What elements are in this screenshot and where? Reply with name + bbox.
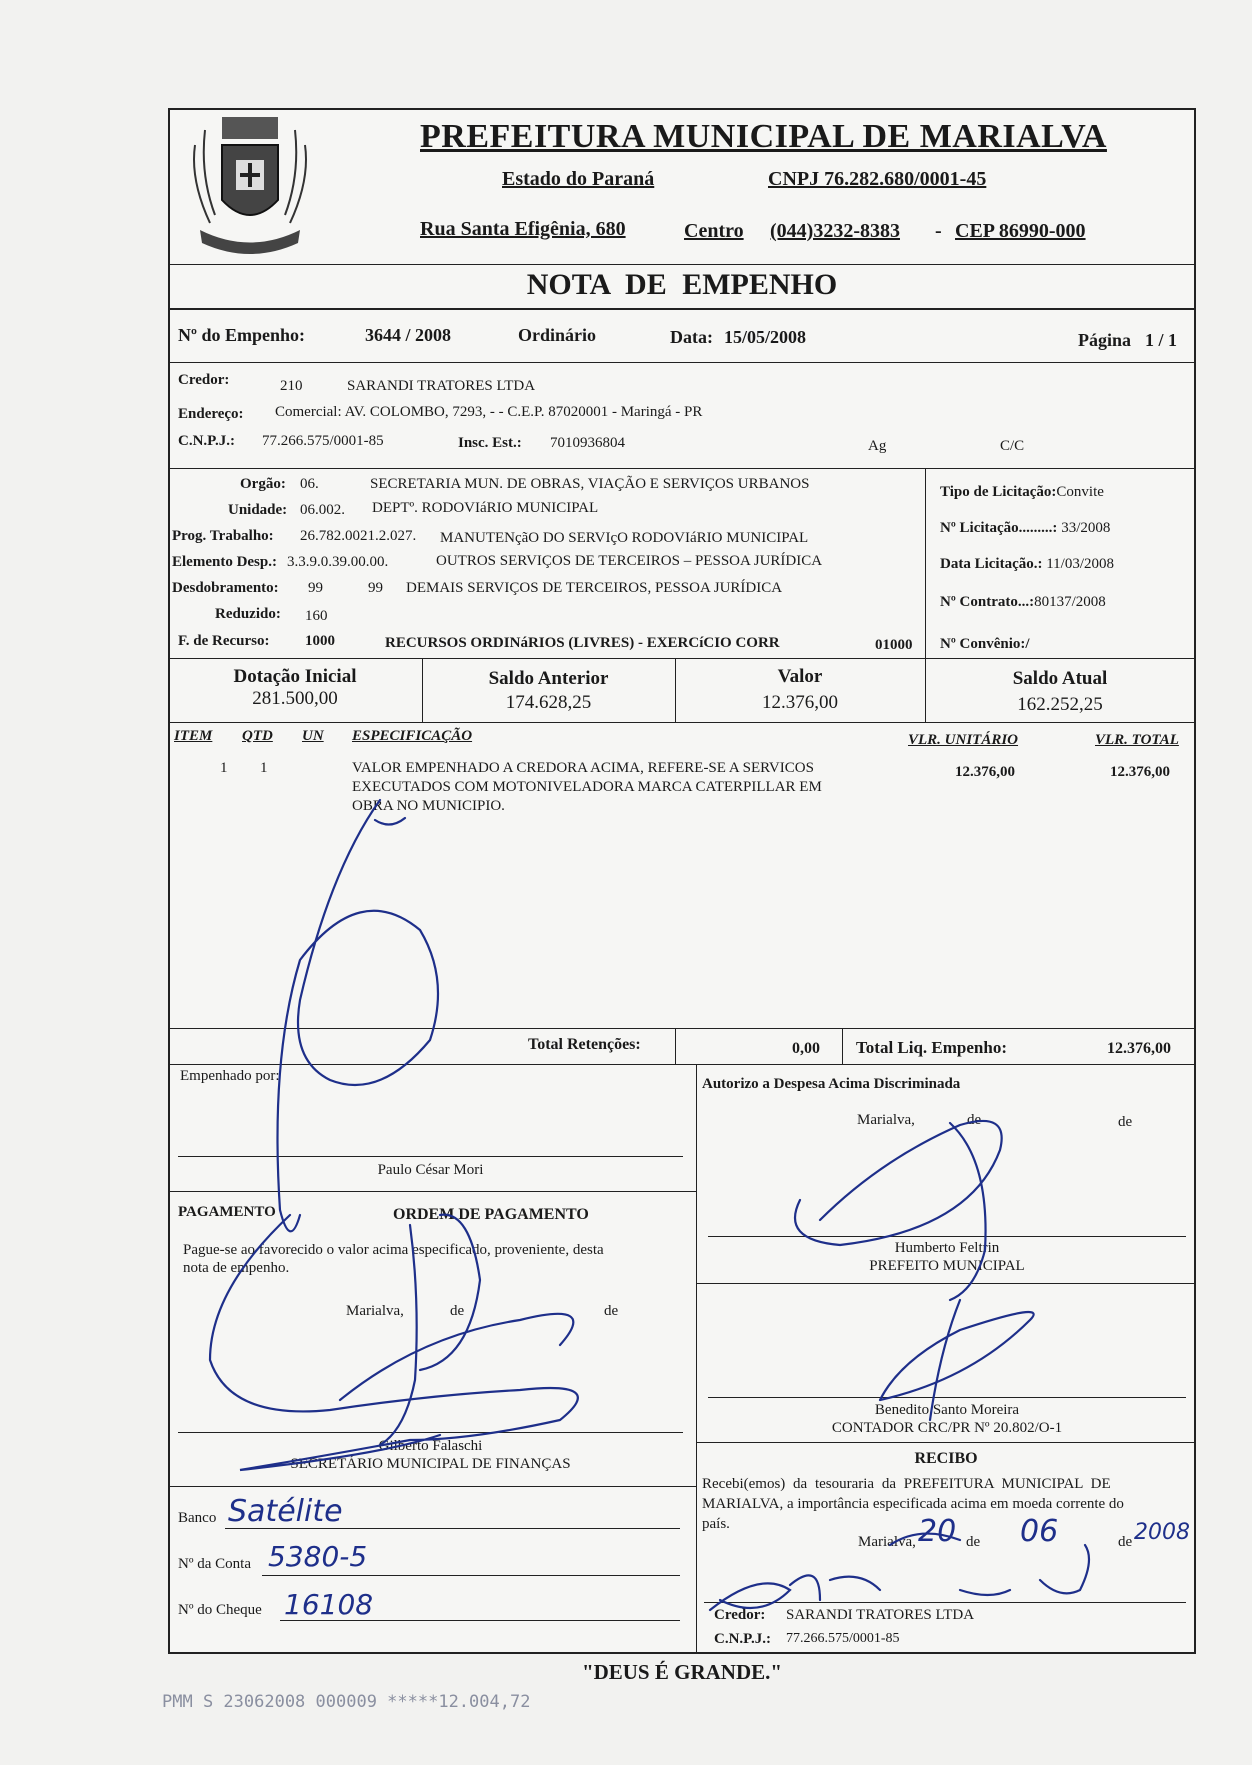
endereco-label: Endereço: — [178, 406, 244, 422]
autorizo-city: Marialva, — [857, 1112, 915, 1128]
document-title: NOTA DE EMPENHO — [526, 268, 838, 301]
saldo-atual-value: 162.252,25 — [1017, 694, 1103, 715]
recibo-year: 2008 — [1134, 1520, 1190, 1545]
empenho-date-label: Data: — [670, 327, 713, 347]
pagamento-text-line-1: Pague-se ao favorecido o valor acima especificado, proveniente, desta — [183, 1242, 604, 1258]
empenhado-name: Paulo César Mori — [377, 1162, 484, 1178]
item-vlr-unitario: 12.376,00 — [955, 764, 1015, 780]
items-col-item: ITEM — [174, 728, 213, 744]
empenho-number: 3644 / 2008 — [365, 325, 452, 345]
secretario-name: Gilberto Falaschi — [378, 1438, 483, 1454]
reduzido-label: Reduzido: — [215, 606, 281, 622]
pagamento-label: PAGAMENTO — [178, 1204, 276, 1220]
licitacao-number-label: Nº Licitação.........: — [940, 520, 1058, 536]
total-liq-value: 12.376,00 — [1107, 1040, 1171, 1057]
header-phone: (044)3232-8383 — [770, 220, 900, 242]
saldo-atual-label: Saldo Atual — [1012, 668, 1108, 689]
insc-value: 7010936804 — [550, 435, 625, 451]
item-desc-line-2: EXECUTADOS COM MOTONIVELADORA MARCA CATERPILLAR EM — [352, 779, 822, 795]
header-centro: Centro — [684, 220, 744, 242]
pagamento-de-2: de — [604, 1303, 619, 1319]
item-qty: 1 — [260, 760, 268, 776]
pagamento-de-1: de — [450, 1303, 465, 1319]
secretario-title: SECRETÁRIO MUNICIPAL DE FINANÇAS — [290, 1456, 571, 1472]
recibo-credor-label: Credor: — [714, 1607, 766, 1623]
recibo-credor: SARANDI TRATORES LTDA — [786, 1607, 975, 1623]
cheque-value: 16108 — [284, 1588, 374, 1621]
fonte-code-2: 01000 — [875, 637, 913, 653]
elemento-code: 3.3.9.0.39.00.00. — [287, 554, 389, 570]
dotacao-inicial-label: Dotação Inicial — [233, 666, 357, 687]
licitacao-type-label: Tipo de Licitação: — [940, 484, 1057, 500]
fonte-label: F. de Recurso: — [178, 633, 270, 649]
ordem-pagamento-label: ORDEM DE PAGAMENTO — [393, 1206, 589, 1223]
unidade-name: DEPTº. RODOVIáRIO MUNICIPAL — [372, 500, 599, 516]
prog-label: Prog. Trabalho: — [172, 528, 274, 544]
item-desc-line-1: VALOR EMPENHADO A CREDORA ACIMA, REFERE-SE A SERVICOS — [352, 760, 814, 776]
cc-label: C/C — [1000, 438, 1025, 454]
footer-motto: "DEUS É GRANDE." — [581, 1660, 783, 1684]
autorizo-label: Autorizo a Despesa Acima Discriminada — [702, 1076, 961, 1092]
saldo-anterior-label: Saldo Anterior — [488, 668, 609, 689]
banco-label: Banco — [178, 1510, 217, 1526]
items-col-qtd: QTD — [242, 728, 273, 744]
saldo-anterior-value: 174.628,25 — [505, 692, 592, 713]
reduzido-value: 160 — [305, 608, 328, 624]
header-separator: - — [935, 220, 942, 242]
header-street: Rua Santa Efigênia, 680 — [420, 218, 626, 240]
contrato — [940, 594, 1106, 611]
fonte-name: RECURSOS ORDINáRIOS (LIVRES) - EXERCíCIO CORR — [385, 635, 780, 651]
coat-of-arms-logo — [180, 105, 320, 260]
total-retencoes-value: 0,00 — [792, 1040, 820, 1057]
ag-label: Ag — [868, 438, 887, 454]
recibo-city: Marialva, — [858, 1534, 916, 1550]
credor-cnpj: 77.266.575/0001-85 — [262, 433, 384, 449]
recibo-text-line-3: país. — [702, 1516, 730, 1532]
contador-title: CONTADOR CRC/PR Nº 20.802/O-1 — [831, 1420, 1063, 1436]
orgao-label: Orgão: — [240, 476, 286, 492]
unidade-code: 06.002. — [300, 502, 345, 518]
header-state: Estado do Paraná — [502, 168, 655, 190]
empenhado-label: Empenhado por: — [180, 1068, 280, 1084]
page-number: 1 / 1 — [1145, 330, 1178, 350]
recibo-cnpj: 77.266.575/0001-85 — [786, 1631, 900, 1646]
empenho-date: 15/05/2008 — [724, 327, 807, 347]
valor-value: 12.376,00 — [762, 692, 838, 713]
recibo-day: 20 — [918, 1514, 957, 1549]
total-retencoes-label: Total Retenções: — [528, 1036, 641, 1053]
items-col-especificacao: ESPECIFICAÇÃO — [352, 728, 473, 744]
conta-label: Nº da Conta — [178, 1556, 251, 1572]
elemento-name: OUTROS SERVIÇOS DE TERCEIROS – PESSOA JURÍDICA — [436, 553, 823, 569]
orgao-name: SECRETARIA MUN. DE OBRAS, VIAÇÃO E SERVIÇOS URBANOS — [370, 476, 810, 492]
recibo-de-1: de — [966, 1534, 981, 1550]
page-label: Página — [1078, 330, 1132, 350]
empenho-type: Ordinário — [518, 325, 597, 345]
recibo-text-line-1: Recebi(emos) da tesouraria da PREFEITURA MUNICIPAL DE — [702, 1476, 1111, 1492]
pagamento-city: Marialva, — [346, 1303, 404, 1319]
endereco-value: Comercial: AV. COLOMBO, 7293, - - C.E.P. 87020001 - Maringá - PR — [275, 404, 703, 420]
prog-name: MANUTENçãO DO SERVIçO RODOVIáRIO MUNICIPAL — [440, 530, 809, 546]
dotacao-inicial-value: 281.500,00 — [252, 688, 338, 709]
insc-label: Insc. Est.: — [458, 435, 522, 451]
credor-code: 210 — [280, 378, 303, 394]
licitacao-date-value: 11/03/2008 — [1046, 556, 1115, 572]
autorizo-de-2: de — [1118, 1114, 1133, 1130]
item-number: 1 — [220, 760, 228, 776]
desdobramento-name: DEMAIS SERVIÇOS DE TERCEIROS, PESSOA JURÍDICA — [406, 580, 783, 596]
header-cep: CEP 86990-000 — [955, 220, 1086, 242]
header-cnpj: CNPJ 76.282.680/0001-45 — [768, 168, 987, 190]
pagamento-text-line-2: nota de empenho. — [183, 1260, 290, 1276]
items-col-vlr-unitario: VLR. UNITÁRIO — [908, 732, 1019, 748]
header-title: PREFEITURA MUNICIPAL DE MARIALVA — [420, 118, 1107, 155]
banco-value: Satélite — [228, 1494, 343, 1529]
item-desc-line-3: OBRA NO MUNICIPIO. — [352, 798, 505, 814]
orgao-code: 06. — [300, 476, 319, 492]
credor-cnpj-label: C.N.P.J.: — [178, 433, 235, 449]
empenho-number-label: Nº do Empenho: — [178, 325, 305, 345]
convenio-label: Nº Convênio:/ — [940, 636, 1030, 652]
contrato-value: 80137/2008 — [1034, 594, 1106, 610]
licitacao-number — [940, 520, 1110, 537]
footer-stamp: PMM S 23062008 000009 *****12.004,72 — [162, 1692, 531, 1712]
recibo-cnpj-label: C.N.P.J.: — [714, 1631, 771, 1647]
item-vlr-total: 12.376,00 — [1110, 764, 1170, 780]
desdobramento-code-1: 99 — [308, 580, 323, 596]
prefeito-title: PREFEITO MUNICIPAL — [869, 1258, 1025, 1274]
recibo-de-2: de — [1118, 1534, 1133, 1550]
recibo-month: 06 — [1020, 1514, 1059, 1549]
licitacao-type-value: Convite — [1056, 484, 1104, 500]
valor-label: Valor — [777, 666, 823, 687]
prefeito-name: Humberto Feltrin — [894, 1240, 1000, 1256]
licitacao-number-value: 33/2008 — [1061, 520, 1111, 536]
autorizo-de-1: de — [967, 1112, 982, 1128]
conta-value: 5380-5 — [268, 1540, 368, 1573]
cheque-label: Nº do Cheque — [178, 1602, 262, 1618]
elemento-label: Elemento Desp.: — [172, 554, 277, 570]
licitacao-date — [940, 556, 1114, 573]
licitacao-date-label: Data Licitação.: — [940, 556, 1043, 572]
items-col-vlr-total: VLR. TOTAL — [1095, 732, 1179, 748]
recibo-title: RECIBO — [914, 1450, 978, 1467]
contrato-label: Nº Contrato...: — [940, 594, 1035, 610]
desdobramento-code-2: 99 — [368, 580, 383, 596]
items-col-un: UN — [302, 728, 324, 744]
credor-label: Credor: — [178, 372, 230, 388]
recibo-text-line-2: MARIALVA, a importância especificada acima em moeda corrente do — [702, 1496, 1124, 1512]
total-liq-label: Total Liq. Empenho: — [856, 1038, 1007, 1057]
contador-name: Benedito Santo Moreira — [874, 1402, 1020, 1418]
fonte-code: 1000 — [305, 633, 335, 649]
prog-code: 26.782.0021.2.027. — [300, 528, 417, 544]
credor-name: SARANDI TRATORES LTDA — [347, 378, 536, 394]
licitacao-type — [940, 484, 1104, 501]
unidade-label: Unidade: — [228, 502, 288, 518]
desdobramento-label: Desdobramento: — [172, 580, 279, 596]
